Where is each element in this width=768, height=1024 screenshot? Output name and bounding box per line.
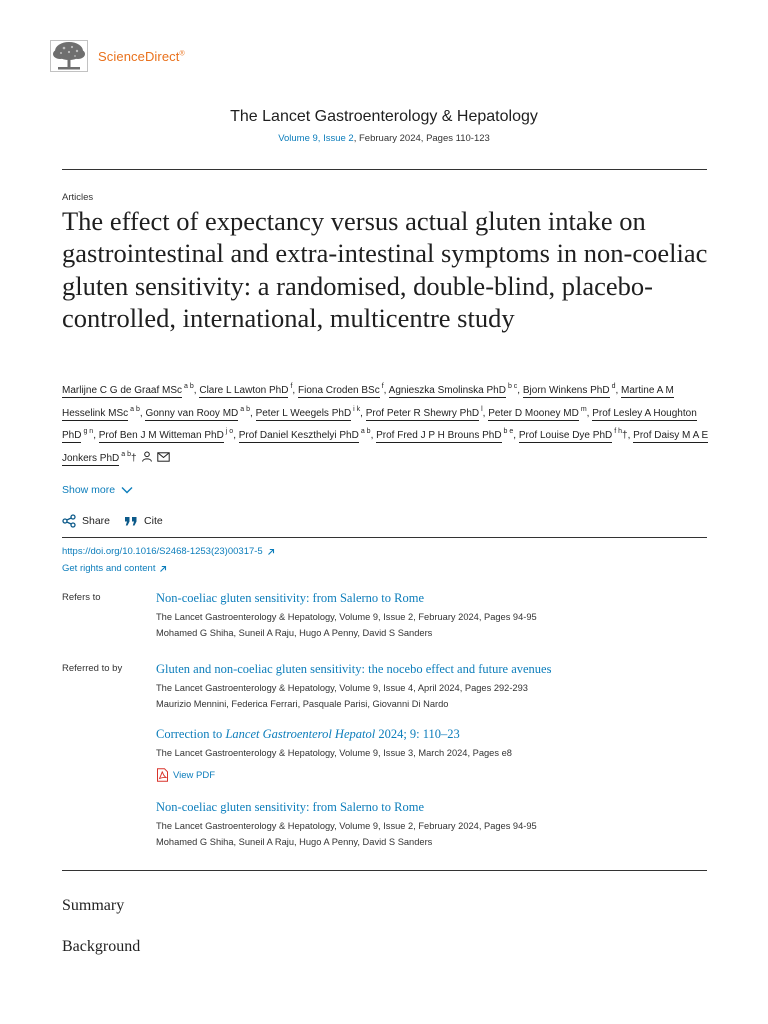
author-name: Prof Fred J P H Brouns PhD [376, 430, 502, 442]
author-separator: , [615, 385, 619, 396]
author-separator: , [139, 407, 143, 419]
external-link-icon [159, 565, 167, 573]
article-actions [62, 514, 177, 528]
related-authors: Mohamed G Shiha, Suneil A Raju, Hugo A Penny, David S Sanders [156, 837, 433, 847]
journal-header [0, 108, 768, 144]
view-pdf-link[interactable] [156, 768, 716, 782]
cite-button[interactable] [124, 515, 163, 527]
related-source: The Lancet Gastroenterology & Hepatology, Volume 9, Issue 2, February 2024, Pages 94-95 [156, 612, 537, 622]
author-affiliation: a b [184, 383, 194, 390]
share-button[interactable] [62, 514, 110, 528]
related-authors: Mohamed G Shiha, Suneil A Raju, Hugo A Penny, David S Sanders [156, 628, 433, 638]
author-affiliation: a b [121, 450, 131, 458]
author-list [62, 378, 712, 468]
pdf-icon [156, 768, 169, 782]
summary-heading: Summary [62, 897, 125, 914]
references-divider [62, 870, 707, 871]
author-affiliation: i k [353, 405, 361, 413]
author-separator: † [130, 452, 137, 464]
author-link[interactable] [99, 430, 233, 441]
related-authors: Maurizio Mennini, Federica Ferrari, Pasquale Parisi, Giovanni Di Nardo [156, 699, 449, 709]
author-name: Gonny van Rooy MD [145, 407, 239, 419]
author-separator: , [250, 407, 253, 419]
quote-icon [124, 515, 138, 527]
author-link[interactable] [519, 430, 622, 441]
related-title-link[interactable]: Non-coeliac gluten sensitivity: from Salerno to Rome [156, 800, 424, 814]
related-title-link[interactable]: Correction to Lancet Gastroenterol Hepatol 2024; 9: 110–23 [156, 727, 460, 741]
author-separator: †, [622, 430, 631, 442]
related-source: The Lancet Gastroenterology & Hepatology, Volume 9, Issue 3, March 2024, Pages e8 [156, 748, 512, 758]
author-name: Prof Daniel Keszthelyi PhD [238, 430, 359, 442]
author-affiliation: d [611, 383, 616, 390]
cite-label: Cite [144, 515, 163, 527]
author-separator: , [370, 430, 374, 442]
author-name: Prof Daisy M A E Jonkers PhD [62, 430, 709, 464]
author-affiliation: a b [130, 405, 140, 413]
date-pages: , February 2024, Pages 110-123 [353, 133, 490, 144]
author-link[interactable] [298, 385, 384, 396]
author-separator: , [586, 407, 590, 419]
author-link[interactable] [199, 385, 292, 396]
header-divider [62, 169, 707, 170]
author-name: Prof Lesley A Houghton PhD [62, 407, 697, 442]
author-link[interactable] [522, 383, 619, 396]
author-affiliation: b e [503, 428, 514, 436]
author-link[interactable] [488, 405, 587, 419]
elsevier-tree-icon [50, 40, 88, 72]
related-item [156, 662, 716, 709]
referred-by-label: Referred to by [62, 663, 123, 674]
external-link-icon [267, 548, 275, 556]
author-affiliation: a b [360, 428, 371, 436]
author-separator: , [193, 385, 197, 396]
brand-name: ScienceDirect® [98, 48, 185, 64]
share-label: Share [82, 515, 111, 527]
rights-link[interactable] [62, 563, 167, 574]
actions-divider [62, 537, 707, 538]
author-affiliation: a b [240, 405, 250, 413]
author-name: Bjorn Winkens PhD [522, 385, 610, 396]
author-name: Clare L Lawton PhD [199, 385, 289, 396]
author-link[interactable] [62, 385, 194, 396]
author-affiliation: f [290, 383, 293, 390]
author-affiliation: m [580, 405, 587, 413]
journal-title[interactable]: The Lancet Gastroenterology & Hepatology [230, 108, 538, 125]
person-icon[interactable] [141, 451, 153, 462]
doi-link[interactable] [62, 546, 275, 557]
author-link[interactable] [388, 383, 521, 396]
show-more-label: Show more [62, 484, 116, 496]
author-separator: , [93, 430, 96, 442]
related-source: The Lancet Gastroenterology & Hepatology, Volume 9, Issue 2, February 2024, Pages 94-95 [156, 821, 537, 831]
author-name: Peter D Mooney MD [488, 407, 579, 419]
view-pdf-label: View PDF [173, 769, 216, 781]
show-more-button[interactable] [62, 484, 133, 496]
author-separator: , [517, 385, 521, 396]
author-separator: , [233, 430, 236, 442]
author-affiliation: j o [225, 428, 234, 436]
related-source: The Lancet Gastroenterology & Hepatology, Volume 9, Issue 4, April 2024, Pages 292-293 [156, 683, 528, 693]
author-name: Fiona Croden BSc [297, 385, 380, 396]
rights-label: Get rights and content [62, 563, 156, 574]
article-type: Articles [62, 192, 94, 203]
article-title: The effect of expectancy versus actual gluten intake on gastrointestinal and extra-intestinal symptoms in non-coeliac gluten sensitivity: a randomised, double-blind, placebo-controlled, international, multicentre study [62, 206, 708, 334]
chevron-down-icon [121, 486, 133, 494]
author-name: Prof Peter R Shewry PhD [365, 407, 480, 419]
author-separator: , [360, 407, 363, 419]
author-name: Agnieszka Smolinska PhD [388, 385, 506, 396]
author-name: Peter L Weegels PhD [255, 407, 352, 419]
author-affiliation: b c [507, 383, 518, 390]
author-link[interactable] [145, 405, 250, 419]
sciencedirect-brand[interactable] [50, 40, 185, 72]
author-separator: , [292, 385, 296, 396]
author-separator: , [482, 407, 486, 419]
author-affiliation: g n [83, 428, 94, 436]
author-separator: , [383, 385, 387, 396]
related-title-link[interactable]: Non-coeliac gluten sensitivity: from Salerno to Rome [156, 591, 424, 605]
email-icon[interactable] [157, 452, 170, 462]
related-item [156, 591, 716, 638]
author-separator: , [513, 430, 517, 442]
author-name: Prof Louise Dye PhD [518, 430, 613, 442]
author-link[interactable] [255, 405, 361, 419]
author-link[interactable] [365, 405, 483, 419]
author-name: Marlijne C G de Graaf MSc [62, 385, 183, 396]
related-title-link[interactable]: Gluten and non-coeliac gluten sensitivity: the nocebo effect and future avenues [156, 662, 552, 676]
journal-info [0, 133, 768, 144]
background-heading: Background [62, 938, 141, 955]
share-icon [62, 514, 76, 528]
author-link[interactable] [376, 430, 513, 441]
doi-label: https://doi.org/10.1016/S2468-1253(23)00317-5 [62, 546, 263, 557]
volume-issue-link[interactable]: Volume 9, Issue 2 [278, 133, 354, 144]
author-link[interactable] [239, 430, 371, 441]
related-item [156, 800, 716, 847]
refers-to-label: Refers to [62, 592, 101, 603]
author-affiliation: f h [614, 428, 623, 436]
author-name: Prof Ben J M Witteman PhD [98, 430, 224, 442]
related-item [156, 727, 716, 782]
author-name: Martine A M Hesselink MSc [62, 385, 674, 419]
author-affiliation: f [381, 383, 384, 390]
author-affiliation: l [481, 405, 483, 413]
